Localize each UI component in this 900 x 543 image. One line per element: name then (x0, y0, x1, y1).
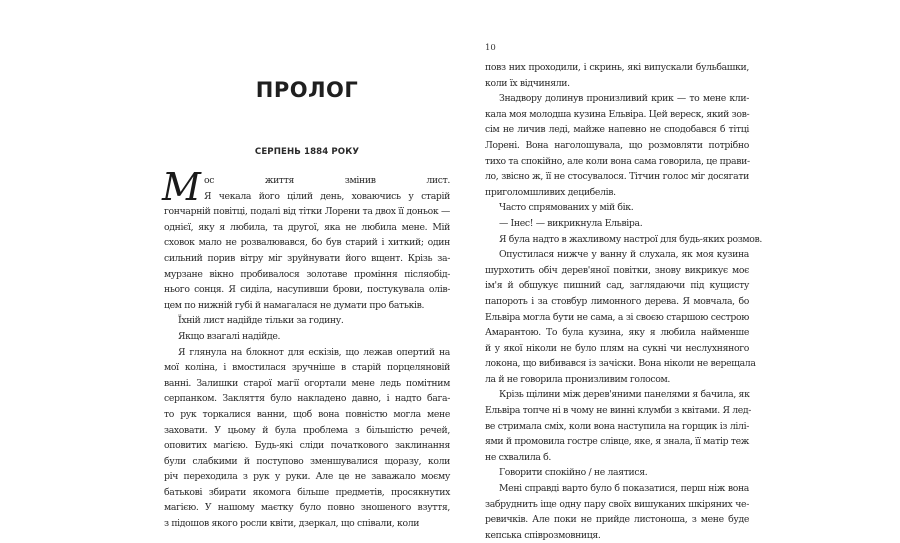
text-line: Мені справді варто було б показатися, перш ніж вона (499, 483, 749, 495)
text-line: нього сонця. Я сиділа, насупивши брови, постукувала олів- (164, 284, 450, 296)
text-line: локона, що вибивався із зачіски. Вона ніколи не верещала (485, 358, 756, 370)
text-line: коли їх відчиняли. (485, 77, 570, 89)
text-line: ванні. Залишки старої магії огортали мене ледь помітним (164, 377, 450, 389)
right-page-body (485, 60, 763, 543)
text-line: мурзане вікно пробивалося золотаве проміння післяобід- (164, 268, 450, 280)
text-line: забруднить іще одну пару своїх вишуканих шкіряних че- (485, 498, 749, 510)
text-line: однієї, яку я любила, та другої, яка не любила мене. Мій (164, 221, 450, 233)
text-line: тихо та спокійно, але коли вона сама говорила, це прави- (485, 155, 750, 167)
text-line: мої коліна, і вмостилася зручніше в старій порцеляновій (164, 362, 450, 374)
text-line: Часто спрямованих у мій бік. (499, 202, 634, 214)
text-line: шурхотить обіч дерев'яної повітки, знову викрикує моє (485, 264, 749, 276)
text-line: сім не личив леді, майже напевно не сподобався б тітці (485, 124, 749, 136)
text-line: ім'я й обшукує пишний сад, заглядаючи під кущисту (485, 280, 749, 292)
text-line: оповитих магією. Будь-які сліди початкового заклинання (164, 440, 450, 452)
text-line: Опустилася нижче у ванну й слухала, як моя кузина (499, 249, 749, 261)
paragraph (485, 232, 763, 248)
text-line: ревичків. Але поки не прийде листоноша, з мене буде (485, 514, 749, 526)
paragraph (164, 173, 450, 313)
text-line: ве стримала сміх, коли вона наступила на горщик із лілі- (485, 420, 749, 432)
text-line: з підошов якого росли квіти, дзеркал, що співали, коли (164, 518, 420, 530)
date-heading: СЕРПЕНЬ 1884 РОКУ (254, 147, 360, 157)
text-line: кепська співрозмовниця. (485, 529, 601, 541)
text-line: й у якої ніколи не було плям на сукні чи неслухняного (485, 342, 749, 354)
text-line: серпанком. Закляття було накладено давно, і надто бага- (164, 393, 450, 405)
paragraph (485, 481, 749, 543)
paragraph (485, 200, 749, 216)
text-line: Ельвіра топче ні в чому не винні клумби з квітами. Я лед- (485, 405, 752, 417)
text-line: Крізь щілини між дерев'яними панелями я бачила, як (499, 389, 750, 401)
chapter-title: ПРОЛОГ (255, 78, 359, 102)
paragraph (485, 91, 749, 200)
paragraph (164, 345, 450, 532)
drop-cap: М (162, 165, 201, 209)
text-line: річ переходила з рук у руки. Але це не заважало моєму (164, 471, 450, 483)
text-line: сильний порив вітру міг зруйнувати його вщент. Крізь за- (164, 252, 450, 264)
text-line: Я чекала його цілий день, ховаючись у старій (204, 190, 450, 202)
text-line: Лорені. Вона наголошувала, що розмовляти потрібно (485, 139, 749, 151)
page-number: 10 (485, 43, 496, 53)
paragraph (164, 313, 450, 329)
text-line: Якщо взагалі надійде. (178, 330, 281, 342)
text-line: цем по нижній губі й намагалася не думати про батьків. (164, 299, 425, 311)
paragraph (485, 60, 749, 91)
text-line: магією. У нашому маєтку було повно зношеного взуття, (164, 502, 450, 514)
paragraph (485, 387, 752, 465)
left-page-body (164, 173, 450, 532)
text-line: Амарантою. То була кузина, яку я любила найменше (485, 327, 749, 339)
text-line: папороть і за стовбур лимонного дерева. Я мовчала, бо (485, 295, 749, 307)
text-line: Я була надто в жахливому настрої для будь-яких розмов. (499, 233, 763, 245)
text-line: приголомшливих децибелів. (485, 186, 616, 198)
text-line: сховок мало не розвалювався, бо був старий і хиткий; один (164, 237, 450, 249)
text-line: заховати. У цьому й була проблема з більшістю речей, (164, 424, 450, 436)
text-line: Я глянула на блокнот для ескізів, що лежав опертий на (178, 346, 450, 358)
text-line: Знадвору долинув пронизливий крик — то мене кли- (499, 93, 749, 105)
text-line: були слабкими й поступово зменшувалися щоразу, коли (164, 455, 450, 467)
text-line: ла й не говорила пронизливим голосом. (485, 373, 670, 385)
paragraph (164, 329, 450, 345)
text-line: Ельвіра могла бути не сама, а зі своєю старшою сестрою (485, 311, 749, 323)
text-line: повз них проходили, і скринь, які випускали бульбашки, (485, 62, 749, 73)
text-line: гончарній повітці, подалі від тітки Лорени та двох її доньок — (164, 206, 450, 218)
text-line: ос життя змінив лист. (204, 175, 450, 186)
paragraph (485, 247, 756, 387)
text-line: то рук торкалися ванни, щоб вона повністю могла мене (164, 408, 450, 420)
text-line: ями й промовила гостре слівце, яке, я знала, її матір теж (485, 436, 749, 448)
text-line: не схвалила б. (485, 451, 552, 463)
text-line: Їхній лист надійде тільки за годину. (178, 315, 344, 327)
text-line: ло, звісно ж, її не стосувалося. Тітчин голос міг досягати (485, 171, 749, 183)
paragraph (485, 216, 749, 232)
text-line: кала моя молодша кузина Ельвіра. Цей вереск, який зов- (485, 108, 750, 120)
text-line: — Інес! — викрикнула Ельвіра. (499, 217, 643, 229)
paragraph (485, 465, 749, 481)
text-line: Говорити спокійно / не лаятися. (499, 467, 648, 479)
text-line: батькові збирати якомога більше предметів, просякнутих (164, 486, 450, 498)
